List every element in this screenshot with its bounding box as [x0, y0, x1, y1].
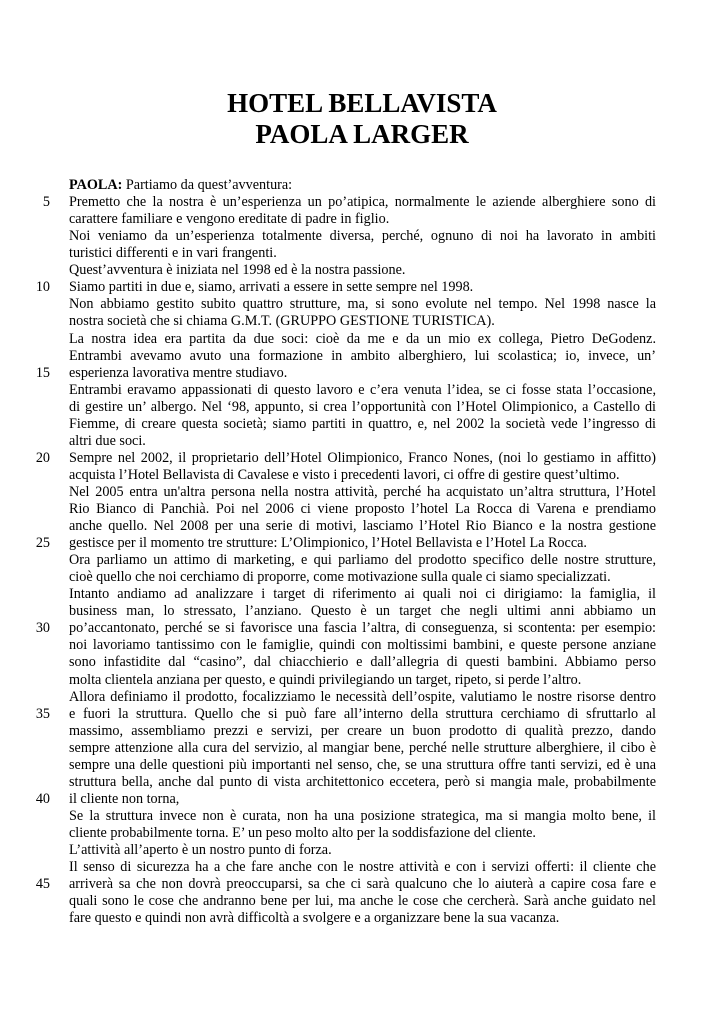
text-line: altri due soci.: [69, 432, 146, 449]
text-line: Non abbiamo gestito subito quattro strutture, ma, si sono evolute nel tempo. Nel 1998 nasce la: [69, 296, 656, 313]
text-line: quali sono le cose che andranno bene per lui, ma anche le cose che cercherà. Sarà anche guidato nel: [69, 893, 656, 910]
text-line: Intanto andiamo ad analizzare i target di riferimento ai quali noi ci dirigiamo: la famiglia, il: [69, 586, 656, 603]
text-line: noi lavoriamo tantissimo con le famiglie, quindi con moltissimi bambini, e queste persone anziane: [69, 637, 656, 654]
text-line: anche quello. Nel 2008 per una serie di motivi, lasciamo l’Hotel Rio Bianco e la nostra gestione: [69, 518, 656, 534]
text-line: Se la struttura invece non è curata, non ha una posizione strategica, ma si mangia molto bene, il: [69, 807, 656, 824]
text-line: carattere familiare e vengono ereditate di padre in figlio.: [69, 211, 390, 228]
text-line: Premetto che la nostra è un’esperienza un po’atipica, normalmente le aziende alberghiere sono di: [69, 194, 656, 211]
line-number: 20: [35, 449, 50, 466]
text-line: po’accantonato, perché se si favorisce una fascia l’altra, di conseguenza, si scontenta: per esempio:: [69, 620, 656, 637]
text-line: il cliente non torna,: [69, 790, 180, 807]
text-line: Nel 2005 entra un'altra persona nella nostra attività, perché ha acquistato un’altra struttura, l’Hotel: [69, 483, 656, 500]
text-line-content: Partiamo da quest’avventura:: [122, 177, 293, 193]
text-line: sempre una delle questioni più importanti nel senso, che, se una struttura offre tanti servizi, ed è una: [69, 756, 656, 773]
document-title: HOTEL BELLAVISTA: [227, 88, 497, 118]
speaker-label: PAOLA:: [69, 177, 123, 193]
line-number: 10: [35, 279, 50, 296]
text-line: Siamo partiti in due e, siamo, arrivati a essere in sette sempre nel 1998.: [69, 279, 474, 296]
line-number: 15: [35, 364, 50, 381]
text-line: gestisce per il momento tre strutture: L’Olimpionico, l’Hotel Bellavista e l’Hotel La Rocca.: [69, 535, 587, 551]
line-number: 25: [35, 535, 50, 551]
text-line: turistici differenti e in vari frangenti.: [69, 245, 277, 262]
line-number: 40: [35, 790, 50, 807]
text-line: La nostra idea era partita da due soci: cioè da me e da un mio ex collega, Pietro DeGodenz.: [69, 330, 656, 347]
text-line: Il senso di sicurezza ha a che fare anche con le nostre attività e con i servizi offerti: il cliente che: [69, 859, 656, 875]
text-line: Entrambi avevamo avuto una formazione in ambito alberghiero, lui scolastica; io, invece, un’: [69, 347, 656, 364]
text-line: arriverà sa che non dovrà preoccuparsi, sa che ci sarà qualcuno che lo aiuterà a capire cosa fare e: [69, 876, 656, 893]
text-line: fare questo e quindi non avrà difficoltà a svolgere e a organizzare bene la sua vacanza.: [69, 910, 560, 927]
text-line: e fuori la struttura. Quello che si può fare all’interno della struttura cerchiamo di sfruttarlo al: [69, 705, 656, 722]
text-line: Ora parliamo un attimo di marketing, e qui parliamo del prodotto specifico delle nostre strutture,: [69, 552, 656, 569]
text-line: Noi veniamo da un’esperienza totalmente diversa, perché, ognuno di noi ha lavorato in ambiti: [69, 228, 656, 245]
text-line: sono infastidite dal “casino”, dal chiacchierio e dall’allegria di questi bambini. Abbiamo perso: [69, 654, 656, 671]
text-line: esperienza lavorativa mentre studiavo.: [69, 364, 288, 381]
document-subtitle: PAOLA LARGER: [255, 119, 469, 149]
text-line: Quest’avventura è iniziata nel 1998 ed è la nostra passione.: [69, 262, 406, 279]
text-line: cioè quello che noi cerchiamo di proporre, come motivazione sulla quale ci siamo specializzati.: [69, 569, 611, 586]
line-number: 5: [42, 194, 50, 211]
text-line: cliente probabilmente torna. E’ un peso molto alto per la soddisfazione del cliente.: [69, 824, 536, 841]
line-number: 30: [35, 620, 50, 637]
text-line: Sempre nel 2002, il proprietario dell’Hotel Olimpionico, Franco Nones, (noi lo gestiamo in affitto): [69, 449, 656, 466]
text-line: [69, 177, 656, 194]
text-line: L’attività all’aperto è un nostro punto di forza.: [69, 842, 332, 858]
line-number: 45: [35, 876, 50, 893]
line-number: 35: [35, 705, 50, 722]
text-line: nostra società che si chiama G.M.T. (GRUPPO GESTIONE TURISTICA).: [69, 313, 495, 330]
text-line: massimo, assembliamo prezzi e servizi, per creare un buon prodotto di qualità prezzo, dando: [69, 722, 656, 739]
text-line: Allora definiamo il prodotto, focalizziamo le necessità dell’ospite, valutiamo le nostre risorse dentro: [69, 688, 656, 705]
text-line: struttura bella, anche dal punto di vista architettonico eccetera, però si mangia male, probabilmente: [69, 773, 656, 790]
text-line: sempre attenzione alla cura del servizio, al mangiar bene, perché nelle strutture alberghiere, il cibo è: [69, 739, 656, 756]
text-line: molta clientela anziana per questo, e quindi privilegiando un target, ripeto, si perde l’altro.: [69, 671, 582, 688]
text-line: Entrambi eravamo appassionati di questo lavoro e c’era venuta l’idea, se ci fosse stata l’occasione,: [69, 381, 656, 398]
text-line: business man, lo stressato, l’anziano. Questo è un target che negli ultimi anni abbiamo un: [69, 603, 656, 620]
text-line: acquista l’Hotel Bellavista di Cavalese e visto i precedenti lavori, ci offre di gestire quest’ultimo.: [69, 466, 620, 483]
text-line: Rio Bianco di Panchià. Poi nel 2006 ci viene proposto l’hotel La Rocca di Varena e prendiamo: [69, 500, 656, 517]
text-line: di gestire un’ albergo. Nel ‘98, appunto, si crea l’opportunità con l’Hotel Olimpionico, a Castello di: [69, 398, 656, 415]
text-line: Fiemme, di creare questa società; siamo partiti in quattro, e, nel 2002 la società vede l’ingresso di: [69, 415, 656, 432]
